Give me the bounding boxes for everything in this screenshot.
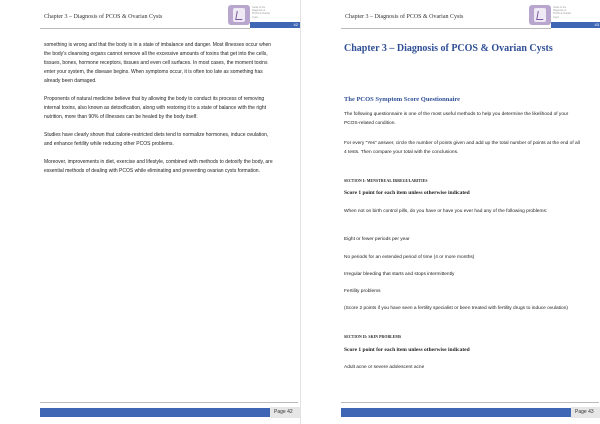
left-paragraph-1: something is wrong and that the body is in a state of imbalance and danger. Most illnesses occur when the body's cleansing organs cannot remove all the excessive amounts of toxins that get into the cells, tissues, bones, hormone receptors, tissues and even cell surfaces. In most cases, the moment toxins enter your system, the disease begins. When symptoms occur, it is often too late as something has already been damaged. [44, 42, 272, 84]
section-2-score-rule: Score 1 point for each item unless otherwise indicated [344, 347, 470, 353]
left-body [44, 41, 276, 185]
left-header-rule [40, 28, 250, 29]
section-1-score-rule: Score 1 point for each item unless otherwise indicated [344, 190, 470, 196]
right-footer-page-number: Page 43 [571, 407, 600, 418]
right-footer-bar [341, 408, 571, 417]
left-logo-text: Guide to the Diagnosis of PCOS & Ovarian Cysts [252, 6, 271, 19]
left-footer-rule [40, 402, 298, 403]
left-header-page-number: 42 [250, 22, 300, 28]
right-footer-rule [341, 402, 599, 403]
right-header-rule [341, 28, 551, 29]
right-header-page-number: 43 [551, 22, 600, 28]
section-2-title: SECTION II: SKIN PROBLEMS [344, 335, 402, 339]
section-2-item: Adult acne or severe adolescent acne [344, 365, 425, 370]
left-footer-bar [40, 408, 270, 417]
section-1-item: Fertility problems [344, 289, 381, 294]
left-paragraph-3: Studies have clearly shown that calorie-restricted diets tend to normalize hormones, induce ovulation, and enhance fertility while reducing other PCOS problems. [44, 132, 269, 147]
left-book-logo-icon [228, 5, 250, 25]
left-paragraph-4: Moreover, improvements in diet, exercise and lifestyle, combined with methods to detoxify the body, are essential methods of dealing with PCOS while eliminating and preventing ovarian cysts formation. [44, 159, 273, 174]
section-1-note: (Score 2 points if you have seen a fertility specialist or been treated with fertility drugs to induce ovulation) [344, 306, 568, 311]
questionnaire-intro: The following questionnaire is one of the most useful methods to help you determine the likelihood of your PCOS-related condition. [344, 112, 569, 126]
left-footer-page-number: Page 42 [270, 407, 300, 418]
left-paragraph-2: Proponents of natural medicine believe that by allowing the body to conduct its process of removing internal toxins, also known as detoxification, along with restoring it to a state of balance with the right nutrition, more than 90% of illnesses can be healed by the body itself. [44, 96, 267, 120]
section-1-intro: When not on birth control pills, do you have or have you ever had any of the following problems: [344, 209, 548, 214]
questionnaire-instructions: For every “Yes” answer, circle the number of points given and add up the total number of points at the end of all 4 tests. Then compare your total with the conclusions. [344, 141, 580, 155]
section-1-item: No periods for an extended period of time (4 or more months) [344, 255, 475, 260]
right-logo-text: Guide to the Diagnosis of PCOS & Ovarian Cysts [553, 6, 572, 19]
questionnaire-subtitle: The PCOS Symptom Score Questionnaire [344, 96, 461, 103]
left-running-header: Chapter 3 – Diagnosis of PCOS & Ovarian Cysts [44, 14, 163, 20]
section-1-item: Irregular bleeding that starts and stops intermittently [344, 272, 455, 277]
section-1-title: SECTION I: MENSTRUAL IRREGULARITIES [344, 179, 428, 183]
section-1-item: Eight or fewer periods per year [344, 237, 410, 242]
right-book-logo-icon [529, 5, 551, 25]
chapter-title: Chapter 3 – Diagnosis of PCOS & Ovarian Cysts [344, 43, 553, 54]
right-running-header: Chapter 3 – Diagnosis of PCOS & Ovarian Cysts [345, 14, 464, 20]
